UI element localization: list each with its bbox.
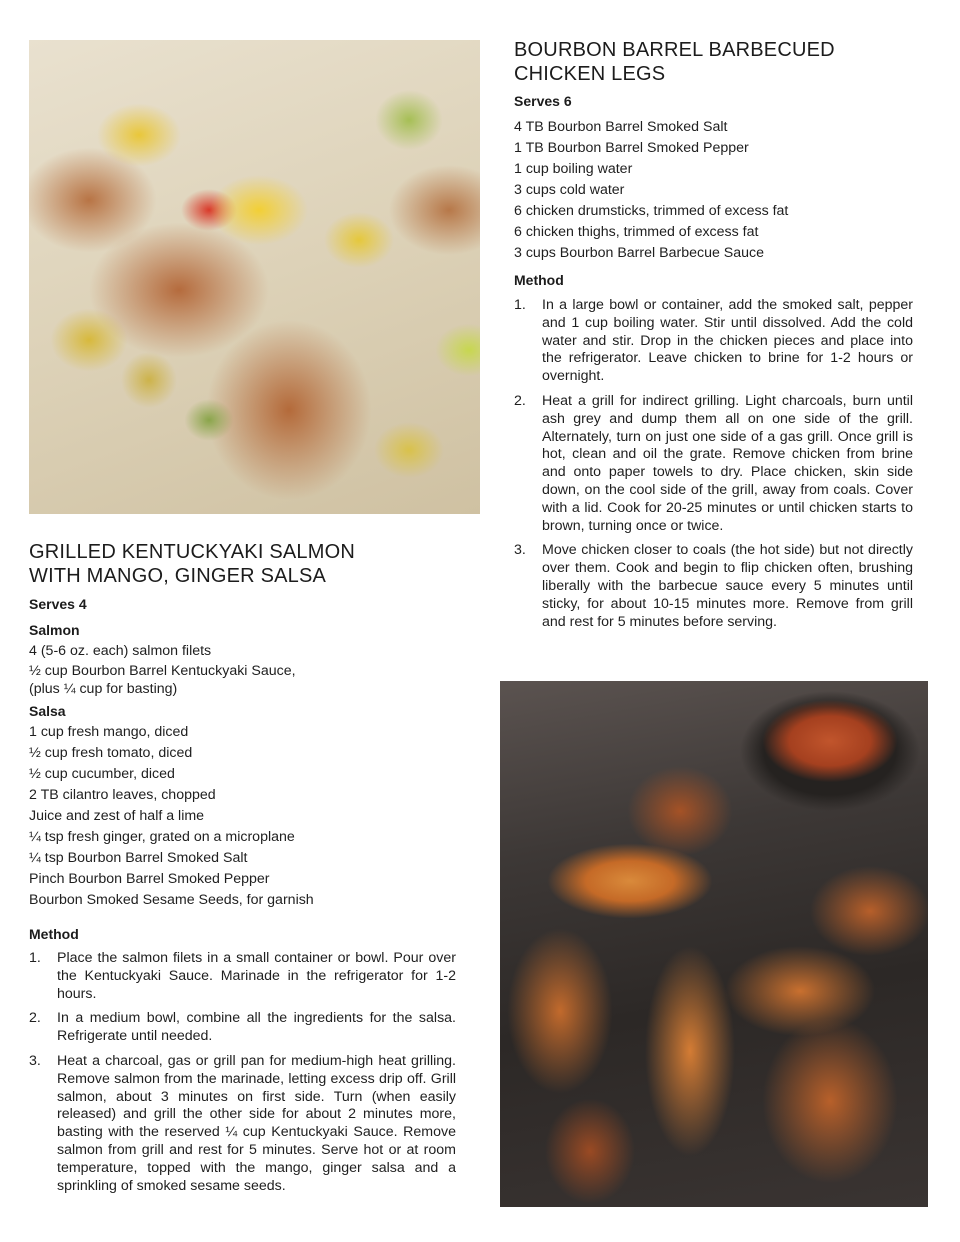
chicken-serves: Serves 6 [514, 93, 572, 109]
ingredient-item: 1 TB Bourbon Barrel Smoked Pepper [514, 140, 749, 156]
ingredient-item: ¼ tsp fresh ginger, grated on a microplane [29, 829, 295, 845]
method-step [29, 950, 456, 1003]
ingredient-item: 1 cup boiling water [514, 161, 633, 177]
ingredient-item: Juice and zest of half a lime [29, 808, 205, 824]
salmon-method-heading: Method [29, 926, 79, 942]
salmon-dish-photo [29, 40, 480, 514]
chicken-recipe-title [514, 38, 835, 86]
salmon-ingredients-list [29, 641, 459, 698]
ingredient-item: Bourbon Smoked Sesame Seeds, for garnish [29, 892, 314, 908]
ingredient-item: 6 chicken thighs, trimmed of excess fat [514, 224, 759, 240]
step-text: Heat a charcoal, gas or grill pan for medium-high heat grilling. Remove salmon from the marinade, letting excess drip off. Grill salmon, about 3 minutes on first side. Turn (when easily released) and grill the other side for about 2 minutes more, basting with the reserved ¼ cup Kentuckyaki Sauce. Remove salmon from grill and rest for 5 minutes. Serve hot or at room temperature, topped with the mango, ginger salsa and a sprinkling of smoked sesame seeds. [57, 1052, 456, 1194]
chicken-method-steps [514, 297, 913, 638]
chicken-title-line1: BOURBON BARREL BARBECUED [514, 39, 835, 61]
ingredient-item: ½ cup Bourbon Barrel Kentuckyaki Sauce, [29, 663, 296, 679]
ingredient-item: 3 cups cold water [514, 182, 625, 198]
method-step [514, 297, 913, 386]
chicken-title-line2: CHICKEN LEGS [514, 63, 666, 85]
salmon-subheading: Salmon [29, 622, 80, 638]
ingredient-item: 2 TB cilantro leaves, chopped [29, 787, 216, 803]
step-number: 1. [29, 950, 41, 966]
salmon-method-steps [29, 950, 456, 1202]
step-text: In a large bowl or container, add the smoked salt, pepper and 1 cup boiling water. Stir until dissolved. Add the cold water and stir. Drop in the chicken pieces and place into the refrigerator. Leave chicken to brine for 1-2 hours or overnight. [542, 297, 913, 385]
step-number: 1. [514, 297, 526, 313]
barbecued-chicken-photo [500, 681, 928, 1207]
salmon-title-line1: GRILLED KENTUCKYAKI SALMON [29, 541, 356, 563]
ingredient-item: 6 chicken drumsticks, trimmed of excess fat [514, 203, 789, 219]
step-number: 3. [29, 1052, 41, 1069]
ingredient-item: ½ cup cucumber, diced [29, 766, 175, 782]
step-text: Place the salmon filets in a small container or bowl. Pour over the Kentuckyaki Sauce. Marinade in the refrigerator for 1-2 hours. [57, 950, 456, 1002]
salsa-subheading: Salsa [29, 703, 66, 719]
step-number: 2. [29, 1010, 41, 1027]
chicken-method-heading: Method [514, 272, 564, 288]
method-step [29, 1053, 456, 1195]
method-step [514, 542, 913, 631]
step-text: In a medium bowl, combine all the ingredients for the salsa. Refrigerate until needed. [57, 1010, 456, 1045]
method-step [514, 393, 913, 535]
step-text: Heat a grill for indirect grilling. Light charcoals, burn until ash grey and dump them all on one side of the grill. Alternately, turn on just one side of a gas grill. Once grill is hot, clean and oil the grate. Remove chicken from brine and onto paper towels to dry. Place chicken, skin side down, on the cool side of the grill, away from coals. Cover with a lid. Cook for 20-25 minutes or until chicken starts to brown, turning once or twice. [542, 392, 913, 534]
ingredient-item: 1 cup fresh mango, diced [29, 724, 189, 740]
step-number: 3. [514, 542, 526, 559]
step-text: Move chicken closer to coals (the hot side) but not directly over them. Cook and begin to flip chicken often, brushing liberally with the barbecue sauce every 5 minutes until sticky, for about 10-15 minutes more. Remove from grill and rest for 5 minutes before serving. [542, 542, 913, 630]
method-step [29, 1010, 456, 1046]
chicken-ingredients-list [514, 117, 924, 264]
ingredient-item: Pinch Bourbon Barrel Smoked Pepper [29, 871, 270, 887]
step-number: 2. [514, 392, 526, 409]
ingredient-item: 4 (5-6 oz. each) salmon filets [29, 643, 212, 659]
salsa-ingredients-list [29, 722, 459, 911]
salmon-title-line2: WITH MANGO, GINGER SALSA [29, 565, 327, 587]
ingredient-item: ½ cup fresh tomato, diced [29, 745, 193, 761]
salmon-recipe-title [29, 540, 355, 588]
salmon-serves: Serves 4 [29, 596, 87, 612]
ingredient-item: (plus ¼ cup for basting) [29, 681, 178, 697]
ingredient-item: 3 cups Bourbon Barrel Barbecue Sauce [514, 245, 765, 261]
ingredient-item: ¼ tsp Bourbon Barrel Smoked Salt [29, 850, 248, 866]
ingredient-item: 4 TB Bourbon Barrel Smoked Salt [514, 119, 728, 135]
